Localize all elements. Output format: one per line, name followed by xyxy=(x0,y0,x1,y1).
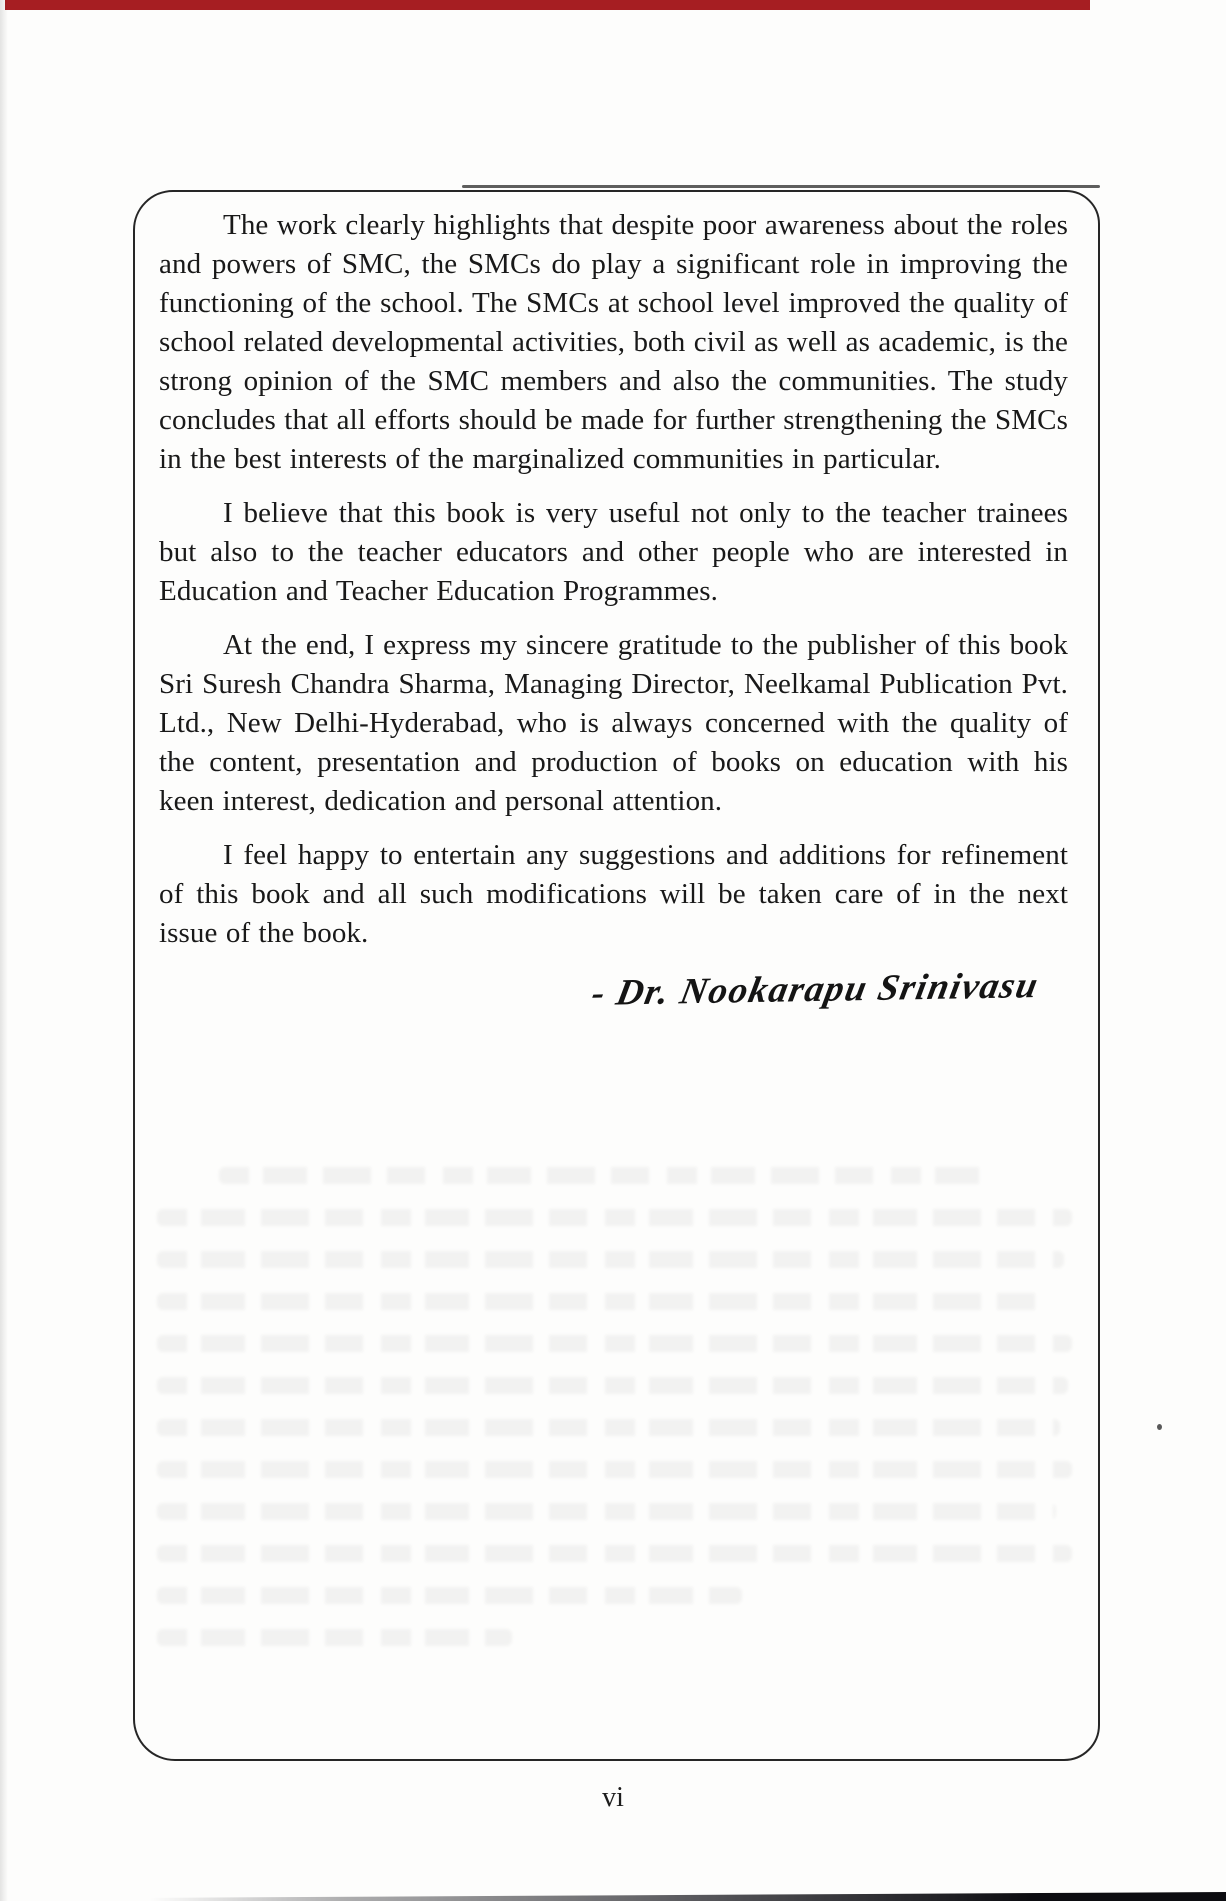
scan-artifact-top-red-bar xyxy=(5,0,1090,10)
scan-double-border-line xyxy=(462,185,1100,188)
preface-paragraph-2: I believe that this book is very useful not only to the teacher trainees but also to the teacher educators and other people who are interested in Education and Teacher Education Programmes. xyxy=(159,497,1068,607)
bleed-through-line xyxy=(157,1209,1072,1226)
page-number: vi xyxy=(602,1782,624,1813)
bleed-through-line xyxy=(157,1503,1056,1520)
bleed-through-line xyxy=(157,1545,1072,1562)
bleed-through-line xyxy=(157,1461,1072,1478)
bleed-through-line xyxy=(157,1335,1072,1352)
author-signature xyxy=(159,965,1068,1014)
preface-paragraph-1: The work clearly highlights that despite poor awareness about the roles and powers of SMC, the SMCs do play a significant role in improving the functioning of the school. The SMCs at school level improved the quality of school related developmental activities, both civil as well as academic, is the strong opinion of the SMC members and also the communities. The study concludes that all efforts should be made for further strengthening the SMCs in the best interests of the marginalized communities in particular. xyxy=(159,209,1068,475)
bleed-through-line xyxy=(157,1293,1040,1310)
page-edge-shadow xyxy=(0,0,8,1901)
bleed-through-line xyxy=(157,1251,1064,1268)
signature-text: - Dr. Nookarapu Srinivasu xyxy=(588,965,1043,1014)
preface-paragraph-4: I feel happy to entertain any suggestions and additions for refinement of this book and all such modifications will be taken care of in the next issue of the book. xyxy=(159,839,1068,949)
bleed-through-text-block xyxy=(157,1167,1072,1671)
bleed-through-line xyxy=(219,1167,988,1184)
preface-paragraph-3: At the end, I express my sincere gratitude to the publisher of this book Sri Suresh Chandra Sharma, Managing Director, Neelkamal Publication Pvt. Ltd., New Delhi-Hyderabad, who is always concerned with the quality of the content, presentation and production of books on education with his keen interest, dedication and personal attention. xyxy=(159,629,1068,817)
bleed-through-line xyxy=(157,1629,512,1646)
scan-artifact-bottom-dark-bar xyxy=(150,1892,1226,1901)
bleed-through-line xyxy=(157,1377,1068,1394)
bleed-through-line xyxy=(157,1587,742,1604)
ink-speck xyxy=(1157,1424,1162,1430)
bleed-through-line xyxy=(157,1419,1060,1436)
preface-border-box xyxy=(133,190,1100,1761)
